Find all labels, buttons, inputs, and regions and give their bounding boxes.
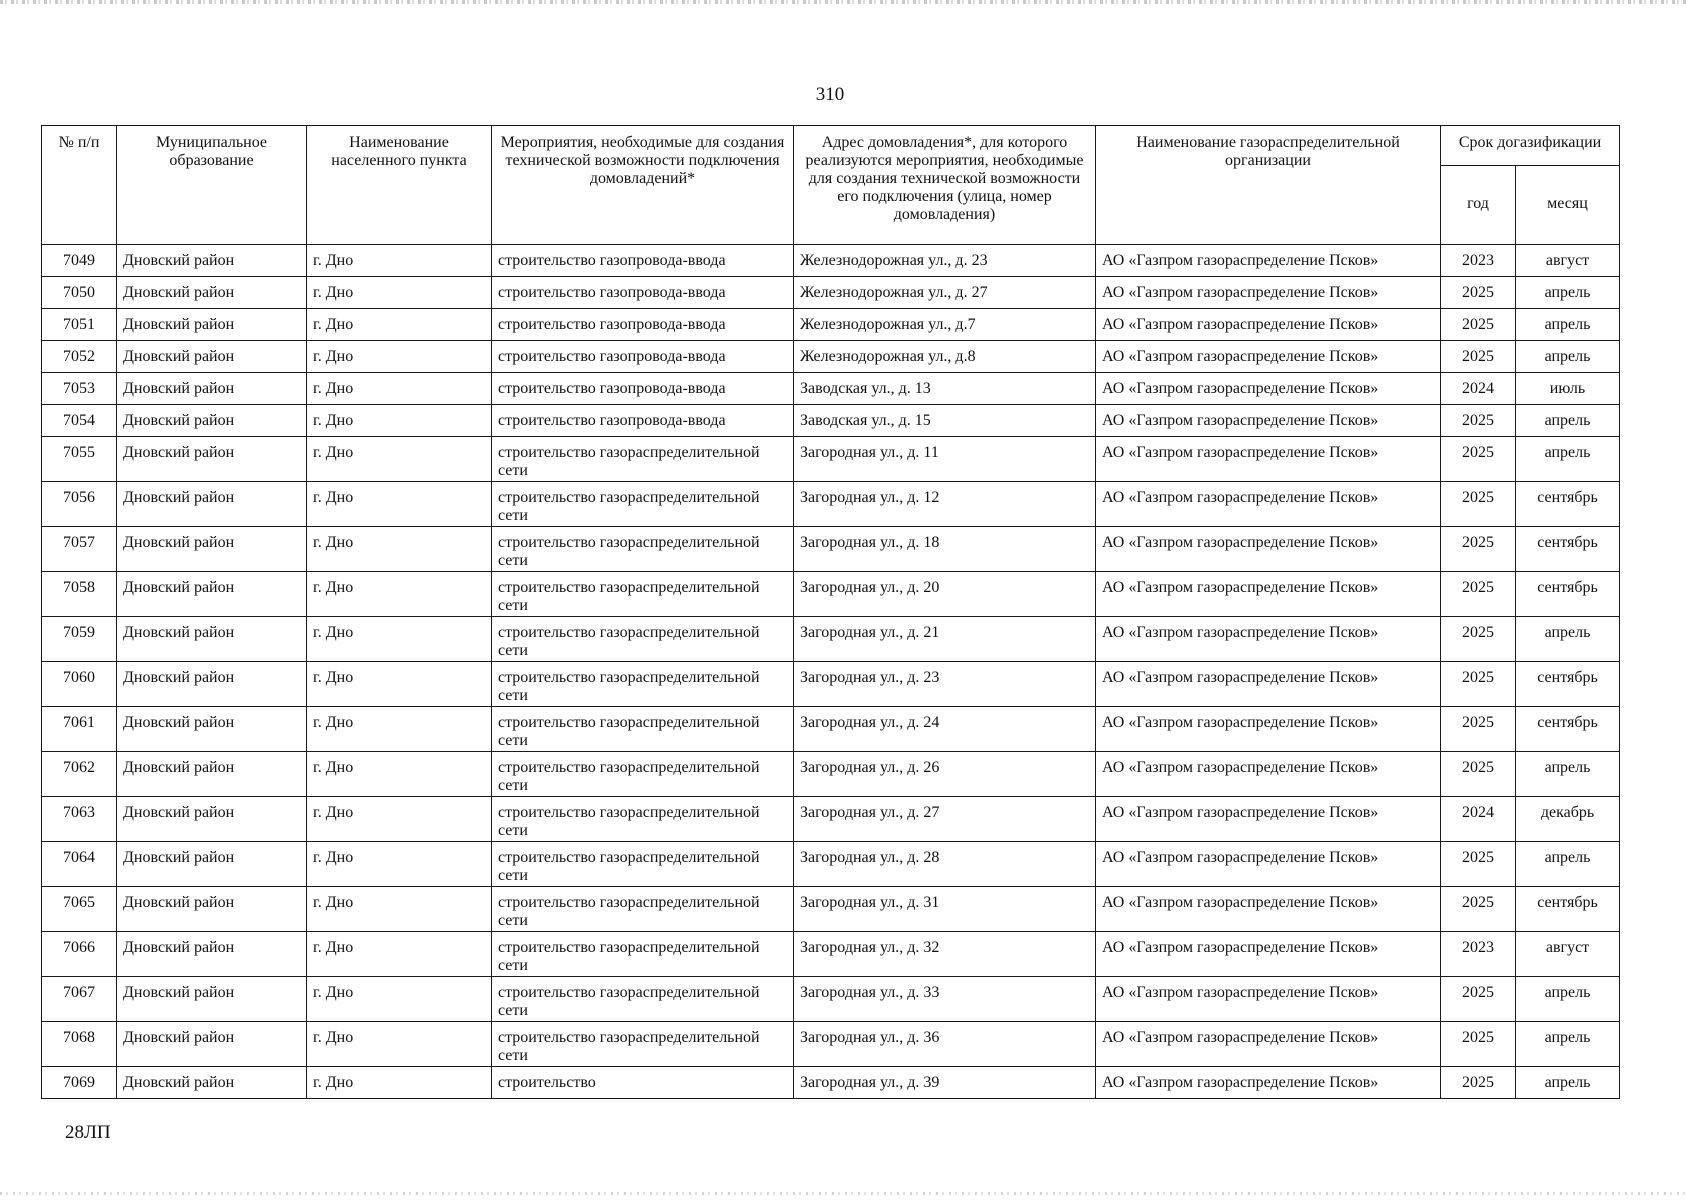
year-cell: 2025 xyxy=(1441,752,1516,797)
organization-cell: АО «Газпром газораспределение Псков» xyxy=(1096,1022,1441,1067)
municipality-cell: Дновский район xyxy=(117,887,307,932)
measure-cell: строительство газопровода-ввода xyxy=(492,309,794,341)
measure-cell: строительство газораспределительной сети xyxy=(492,842,794,887)
month-cell: сентябрь xyxy=(1516,707,1620,752)
month-cell: апрель xyxy=(1516,842,1620,887)
organization-cell: АО «Газпром газораспределение Псков» xyxy=(1096,797,1441,842)
row-number: 7069 xyxy=(42,1067,117,1099)
year-cell: 2024 xyxy=(1441,797,1516,842)
address-cell: Загородная ул., д. 23 xyxy=(794,662,1096,707)
table-row xyxy=(42,707,1620,752)
address-cell: Заводская ул., д. 15 xyxy=(794,405,1096,437)
organization-cell: АО «Газпром газораспределение Псков» xyxy=(1096,482,1441,527)
address-cell: Железнодорожная ул., д. 27 xyxy=(794,277,1096,309)
row-number: 7068 xyxy=(42,1022,117,1067)
organization-cell: АО «Газпром газораспределение Псков» xyxy=(1096,373,1441,405)
measure-cell: строительство газопровода-ввода xyxy=(492,277,794,309)
municipality-cell: Дновский район xyxy=(117,932,307,977)
row-number: 7054 xyxy=(42,405,117,437)
table-row xyxy=(42,572,1620,617)
row-number: 7055 xyxy=(42,437,117,482)
settlement-cell: г. Дно xyxy=(307,309,492,341)
settlement-cell: г. Дно xyxy=(307,842,492,887)
year-cell: 2025 xyxy=(1441,437,1516,482)
municipality-cell: Дновский район xyxy=(117,842,307,887)
organization-cell: АО «Газпром газораспределение Псков» xyxy=(1096,977,1441,1022)
measure-cell: строительство газопровода-ввода xyxy=(492,405,794,437)
row-number: 7065 xyxy=(42,887,117,932)
page-number: 310 xyxy=(815,84,845,105)
address-cell: Загородная ул., д. 36 xyxy=(794,1022,1096,1067)
settlement-cell: г. Дно xyxy=(307,373,492,405)
measure-cell: строительство газораспределительной сети xyxy=(492,662,794,707)
measure-cell: строительство газораспределительной сети xyxy=(492,752,794,797)
table-row xyxy=(42,245,1620,277)
header-deadline: Срок догазификации xyxy=(1441,126,1620,166)
table-row xyxy=(42,1067,1620,1099)
row-number: 7050 xyxy=(42,277,117,309)
header-address: Адрес домовладения*, для которого реализуются мероприятия, необходимые для создания технической возможности его подключения (улица, номер домовладения) xyxy=(794,126,1096,245)
month-cell: апрель xyxy=(1516,1067,1620,1099)
year-cell: 2025 xyxy=(1441,277,1516,309)
row-number: 7064 xyxy=(42,842,117,887)
measure-cell: строительство газораспределительной сети xyxy=(492,437,794,482)
address-cell: Загородная ул., д. 18 xyxy=(794,527,1096,572)
table-row xyxy=(42,373,1620,405)
year-cell: 2025 xyxy=(1441,482,1516,527)
table-row xyxy=(42,341,1620,373)
year-cell: 2025 xyxy=(1441,527,1516,572)
measure-cell: строительство газораспределительной сети xyxy=(492,887,794,932)
row-number: 7057 xyxy=(42,527,117,572)
header-settlement: Наименование населенного пункта xyxy=(307,126,492,245)
measure-cell: строительство газораспределительной сети xyxy=(492,707,794,752)
settlement-cell: г. Дно xyxy=(307,1022,492,1067)
settlement-cell: г. Дно xyxy=(307,277,492,309)
municipality-cell: Дновский район xyxy=(117,527,307,572)
settlement-cell: г. Дно xyxy=(307,341,492,373)
address-cell: Загородная ул., д. 31 xyxy=(794,887,1096,932)
settlement-cell: г. Дно xyxy=(307,887,492,932)
address-cell: Загородная ул., д. 27 xyxy=(794,797,1096,842)
row-number: 7056 xyxy=(42,482,117,527)
settlement-cell: г. Дно xyxy=(307,752,492,797)
settlement-cell: г. Дно xyxy=(307,797,492,842)
settlement-cell: г. Дно xyxy=(307,527,492,572)
municipality-cell: Дновский район xyxy=(117,707,307,752)
measure-cell: строительство газораспределительной сети xyxy=(492,1022,794,1067)
municipality-cell: Дновский район xyxy=(117,309,307,341)
month-cell: декабрь xyxy=(1516,797,1620,842)
address-cell: Загородная ул., д. 28 xyxy=(794,842,1096,887)
settlement-cell: г. Дно xyxy=(307,572,492,617)
municipality-cell: Дновский район xyxy=(117,1022,307,1067)
measure-cell: строительство газораспределительной сети xyxy=(492,797,794,842)
footer-code: 28ЛП xyxy=(65,1122,111,1143)
municipality-cell: Дновский район xyxy=(117,341,307,373)
settlement-cell: г. Дно xyxy=(307,437,492,482)
month-cell: сентябрь xyxy=(1516,527,1620,572)
month-cell: апрель xyxy=(1516,617,1620,662)
row-number: 7063 xyxy=(42,797,117,842)
month-cell: сентябрь xyxy=(1516,887,1620,932)
month-cell: апрель xyxy=(1516,405,1620,437)
row-number: 7061 xyxy=(42,707,117,752)
address-cell: Загородная ул., д. 24 xyxy=(794,707,1096,752)
organization-cell: АО «Газпром газораспределение Псков» xyxy=(1096,437,1441,482)
header-municipality: Муниципальное образование xyxy=(117,126,307,245)
address-cell: Железнодорожная ул., д.8 xyxy=(794,341,1096,373)
row-number: 7052 xyxy=(42,341,117,373)
month-cell: июль xyxy=(1516,373,1620,405)
organization-cell: АО «Газпром газораспределение Псков» xyxy=(1096,617,1441,662)
table-row xyxy=(42,482,1620,527)
measure-cell: строительство газораспределительной сети xyxy=(492,932,794,977)
month-cell: апрель xyxy=(1516,277,1620,309)
month-cell: апрель xyxy=(1516,1022,1620,1067)
month-cell: апрель xyxy=(1516,977,1620,1022)
header-month: месяц xyxy=(1516,166,1620,245)
measure-cell: строительство газораспределительной сети xyxy=(492,977,794,1022)
month-cell: апрель xyxy=(1516,341,1620,373)
table-row xyxy=(42,977,1620,1022)
organization-cell: АО «Газпром газораспределение Псков» xyxy=(1096,341,1441,373)
municipality-cell: Дновский район xyxy=(117,797,307,842)
month-cell: сентябрь xyxy=(1516,572,1620,617)
settlement-cell: г. Дно xyxy=(307,617,492,662)
address-cell: Загородная ул., д. 20 xyxy=(794,572,1096,617)
settlement-cell: г. Дно xyxy=(307,662,492,707)
table-row xyxy=(42,842,1620,887)
address-cell: Загородная ул., д. 26 xyxy=(794,752,1096,797)
measure-cell: строительство xyxy=(492,1067,794,1099)
address-cell: Загородная ул., д. 12 xyxy=(794,482,1096,527)
municipality-cell: Дновский район xyxy=(117,437,307,482)
organization-cell: АО «Газпром газораспределение Псков» xyxy=(1096,405,1441,437)
gasification-table xyxy=(41,125,1620,1099)
municipality-cell: Дновский район xyxy=(117,752,307,797)
organization-cell: АО «Газпром газораспределение Псков» xyxy=(1096,245,1441,277)
settlement-cell: г. Дно xyxy=(307,482,492,527)
row-number: 7051 xyxy=(42,309,117,341)
organization-cell: АО «Газпром газораспределение Псков» xyxy=(1096,887,1441,932)
month-cell: сентябрь xyxy=(1516,662,1620,707)
row-number: 7067 xyxy=(42,977,117,1022)
settlement-cell: г. Дно xyxy=(307,707,492,752)
scan-edge-top xyxy=(0,0,1686,4)
organization-cell: АО «Газпром газораспределение Псков» xyxy=(1096,572,1441,617)
table-row xyxy=(42,1022,1620,1067)
month-cell: август xyxy=(1516,932,1620,977)
table-row xyxy=(42,617,1620,662)
year-cell: 2025 xyxy=(1441,887,1516,932)
municipality-cell: Дновский район xyxy=(117,617,307,662)
year-cell: 2025 xyxy=(1441,662,1516,707)
month-cell: апрель xyxy=(1516,752,1620,797)
organization-cell: АО «Газпром газораспределение Псков» xyxy=(1096,277,1441,309)
municipality-cell: Дновский район xyxy=(117,482,307,527)
table-body xyxy=(42,245,1620,1099)
measure-cell: строительство газораспределительной сети xyxy=(492,527,794,572)
year-cell: 2025 xyxy=(1441,617,1516,662)
header-num: № п/п xyxy=(42,126,117,245)
year-cell: 2025 xyxy=(1441,309,1516,341)
year-cell: 2023 xyxy=(1441,932,1516,977)
municipality-cell: Дновский район xyxy=(117,572,307,617)
table-row xyxy=(42,437,1620,482)
table-row xyxy=(42,527,1620,572)
address-cell: Загородная ул., д. 32 xyxy=(794,932,1096,977)
year-cell: 2025 xyxy=(1441,1022,1516,1067)
municipality-cell: Дновский район xyxy=(117,277,307,309)
organization-cell: АО «Газпром газораспределение Псков» xyxy=(1096,752,1441,797)
measure-cell: строительство газопровода-ввода xyxy=(492,373,794,405)
measure-cell: строительство газопровода-ввода xyxy=(492,341,794,373)
table-row xyxy=(42,309,1620,341)
measure-cell: строительство газораспределительной сети xyxy=(492,617,794,662)
month-cell: август xyxy=(1516,245,1620,277)
table-row xyxy=(42,797,1620,842)
settlement-cell: г. Дно xyxy=(307,1067,492,1099)
municipality-cell: Дновский район xyxy=(117,245,307,277)
address-cell: Загородная ул., д. 39 xyxy=(794,1067,1096,1099)
organization-cell: АО «Газпром газораспределение Псков» xyxy=(1096,707,1441,752)
address-cell: Загородная ул., д. 11 xyxy=(794,437,1096,482)
row-number: 7060 xyxy=(42,662,117,707)
measure-cell: строительство газораспределительной сети xyxy=(492,482,794,527)
year-cell: 2024 xyxy=(1441,373,1516,405)
header-year: год xyxy=(1441,166,1516,245)
month-cell: сентябрь xyxy=(1516,482,1620,527)
settlement-cell: г. Дно xyxy=(307,932,492,977)
municipality-cell: Дновский район xyxy=(117,405,307,437)
row-number: 7066 xyxy=(42,932,117,977)
settlement-cell: г. Дно xyxy=(307,405,492,437)
organization-cell: АО «Газпром газораспределение Псков» xyxy=(1096,932,1441,977)
year-cell: 2025 xyxy=(1441,707,1516,752)
month-cell: апрель xyxy=(1516,437,1620,482)
address-cell: Железнодорожная ул., д. 23 xyxy=(794,245,1096,277)
year-cell: 2025 xyxy=(1441,977,1516,1022)
row-number: 7053 xyxy=(42,373,117,405)
address-cell: Загородная ул., д. 21 xyxy=(794,617,1096,662)
table-row xyxy=(42,277,1620,309)
year-cell: 2025 xyxy=(1441,842,1516,887)
measure-cell: строительство газопровода-ввода xyxy=(492,245,794,277)
year-cell: 2025 xyxy=(1441,341,1516,373)
organization-cell: АО «Газпром газораспределение Псков» xyxy=(1096,309,1441,341)
settlement-cell: г. Дно xyxy=(307,977,492,1022)
organization-cell: АО «Газпром газораспределение Псков» xyxy=(1096,527,1441,572)
row-number: 7062 xyxy=(42,752,117,797)
header-measures: Мероприятия, необходимые для создания технической возможности подключения домовладений* xyxy=(492,126,794,245)
organization-cell: АО «Газпром газораспределение Псков» xyxy=(1096,842,1441,887)
organization-cell: АО «Газпром газораспределение Псков» xyxy=(1096,662,1441,707)
scan-edge-bottom xyxy=(0,1192,1686,1195)
measure-cell: строительство газораспределительной сети xyxy=(492,572,794,617)
address-cell: Загородная ул., д. 33 xyxy=(794,977,1096,1022)
table-row xyxy=(42,405,1620,437)
address-cell: Заводская ул., д. 13 xyxy=(794,373,1096,405)
address-cell: Железнодорожная ул., д.7 xyxy=(794,309,1096,341)
row-number: 7058 xyxy=(42,572,117,617)
municipality-cell: Дновский район xyxy=(117,662,307,707)
year-cell: 2025 xyxy=(1441,1067,1516,1099)
table-row xyxy=(42,887,1620,932)
table-row xyxy=(42,662,1620,707)
year-cell: 2025 xyxy=(1441,572,1516,617)
header-organization: Наименование газораспределительной организации xyxy=(1096,126,1441,245)
municipality-cell: Дновский район xyxy=(117,977,307,1022)
table-row xyxy=(42,752,1620,797)
municipality-cell: Дновский район xyxy=(117,1067,307,1099)
month-cell: апрель xyxy=(1516,309,1620,341)
organization-cell: АО «Газпром газораспределение Псков» xyxy=(1096,1067,1441,1099)
settlement-cell: г. Дно xyxy=(307,245,492,277)
row-number: 7059 xyxy=(42,617,117,662)
row-number: 7049 xyxy=(42,245,117,277)
year-cell: 2023 xyxy=(1441,245,1516,277)
year-cell: 2025 xyxy=(1441,405,1516,437)
table-header xyxy=(42,126,1620,245)
municipality-cell: Дновский район xyxy=(117,373,307,405)
table-row xyxy=(42,932,1620,977)
